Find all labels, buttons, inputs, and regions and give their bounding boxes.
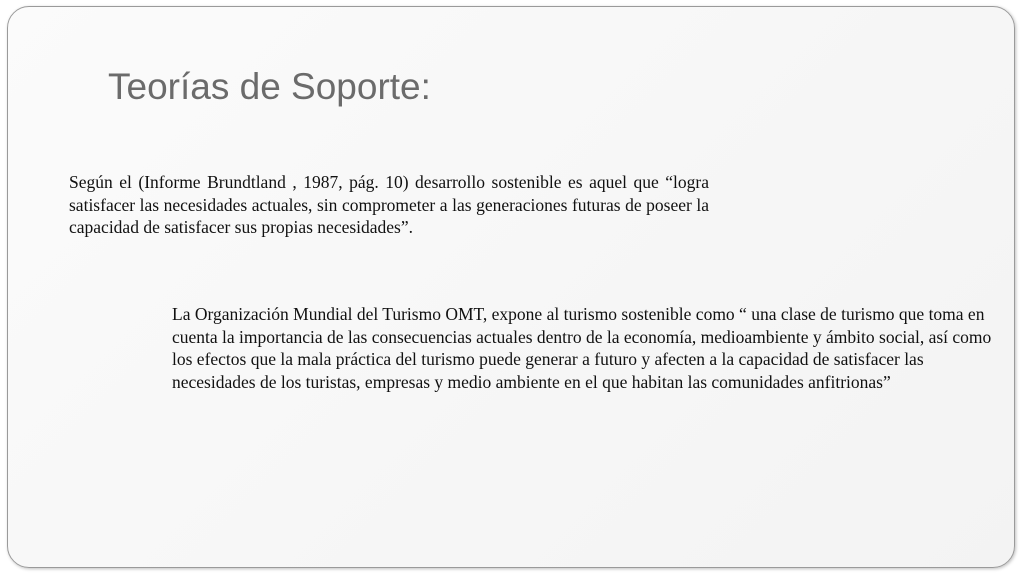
slide-title: Teorías de Soporte: <box>108 66 431 107</box>
paragraph-omt: La Organización Mundial del Turismo OMT, expone al turismo sostenible como “ una clase de turismo que toma en cuenta la importancia de las consecuencias actuales dentro de la economía, medioambiente y ámbito social, así como los efectos que la mala práctica del turismo puede generar a futuro y afecten a la capacidad de satisfacer las necesidades de los turistas, empresas y medio ambiente en el que habitan las comunidades anfitrionas” <box>172 304 992 392</box>
paragraph-brundtland: Según el (Informe Brundtland , 1987, pág. 10) desarrollo sostenible es aquel que “logra satisfacer las necesidades actuales, sin comprometer a las generaciones futuras de poseer la capacidad de satisfacer sus propias necesidades”. <box>69 172 709 237</box>
